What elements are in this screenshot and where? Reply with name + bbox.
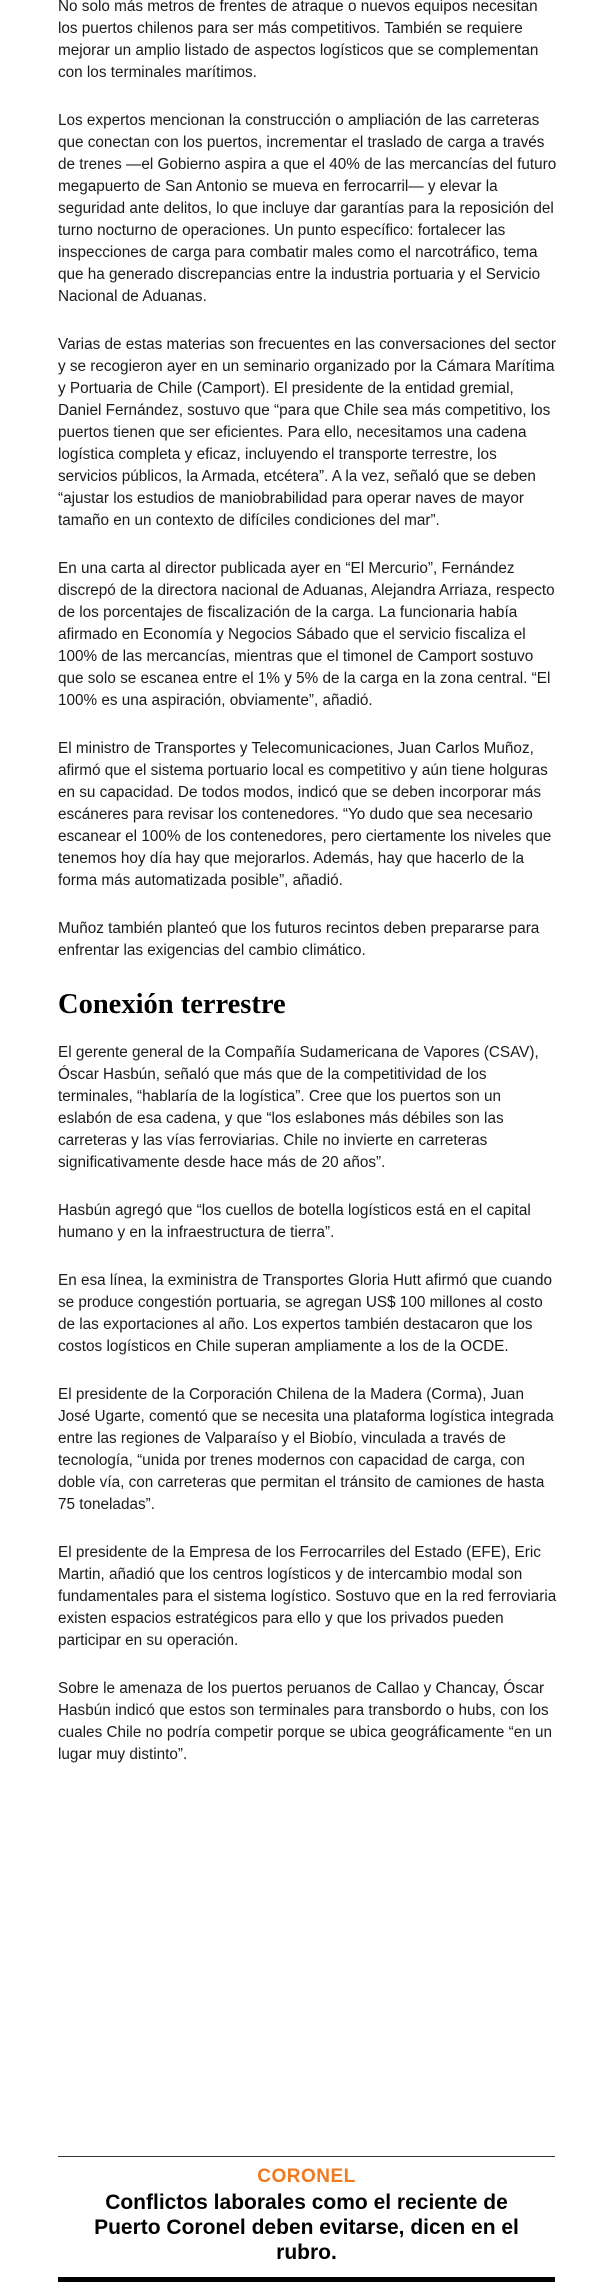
article-paragraph: El presidente de la Empresa de los Ferrocarriles del Estado (EFE), Eric Martin, añadió que los centros logísticos y de intercambio modal son fundamentales para el sistema logístico. Sostuvo que en la red ferroviaria existen espacios estratégicos para ello y que los privados pueden participar en su operación. (58, 1544, 557, 1649)
article-paragraph: Los expertos mencionan la construcción o ampliación de las carreteras que conectan con los puertos, incrementar el traslado de carga a través de trenes —el Gobierno aspira a que el 40% de las mercancías del futuro megapuerto de San Antonio se mueva en ferrocarril— y elevar la seguridad ante delitos, lo que incluye dar garantías para la reposición del turno nocturno de operaciones. Un punto específico: fortalecer las inspecciones de carga para combatir males como el narcotráfico, tema que ha generado discrepancias entre la industria portuaria y el Servicio Nacional de Aduanas. (58, 112, 557, 305)
article-paragraph: El ministro de Transportes y Telecomunicaciones, Juan Carlos Muñoz, afirmó que el sistema portuario local es competitivo y aún tiene holguras en su capacidad. De todos modos, indicó que se deben incorporar más escáneres para revisar los contenedores. “Yo dudo que sea necesario escanear el 100% de los contenedores, pero ciertamente los niveles que tenemos hoy día hay que mejorarlos. Además, hay que hacerlo de la forma más automatizada posible”, añadió. (58, 740, 552, 889)
article-paragraph: El gerente general de la Compañía Sudamericana de Vapores (CSAV), Óscar Hasbún, señaló que más que de la competitividad de los terminales, “hablaría de la logística”. Cree que los puertos son un eslabón de esa cadena, y que “los eslabones más débiles son las carreteras y las vías ferroviarias. Chile no invierte en carreteras significativamente desde hace más de 20 años”. (58, 1044, 539, 1171)
article-paragraph: En esa línea, la exministra de Transportes Gloria Hutt afirmó que cuando se produce congestión portuaria, se agregan US$ 100 millones al costo de las exportaciones al año. Los expertos también destacaron que los costos logísticos en Chile superan ampliamente a los de la OCDE. (58, 1272, 553, 1355)
highlight-box (58, 2156, 555, 2282)
article-paragraph: Sobre le amenaza de los puertos peruanos de Callao y Chancay, Óscar Hasbún indicó que estos son terminales para transbordo o hubs, con los cuales Chile no podría competir porque se ubica geográficamente “en un lugar muy distinto”. (58, 1680, 553, 1763)
callout-kicker: CORONEL (257, 2166, 356, 2187)
article-paragraph: Muñoz también planteó que los futuros recintos deben prepararse para enfrentar las exigencias del cambio climático. (58, 920, 540, 959)
article-body (58, 0, 558, 1792)
article-paragraph: Hasbún agregó que “los cuellos de botella logísticos está en el capital humano y en la infraestructura de tierra”. (58, 1202, 531, 1241)
article-paragraph: Varias de estas materias son frecuentes en las conversaciones del sector y se recogieron ayer en un seminario organizado por la Cámara Marítima y Portuaria de Chile (Camport). El presidente de la entidad gremial, Daniel Fernández, sostuvo que “para que Chile sea más competitivo, los puertos tienen que ser eficientes. Para ello, necesitamos una cadena logística completa y eficaz, incluyendo el transporte terrestre, los servicios públicos, la Armada, etcétera”. A la vez, señaló que se deben “ajustar los estudios de maniobrabilidad para operar naves de mayor tamaño en un contexto de difíciles condiciones del mar”. (58, 336, 556, 529)
callout-title: Conflictos laborales como el reciente de Puerto Coronel deben evitarse, dicen en el rubro. (94, 2191, 519, 2264)
article-paragraph: No solo más metros de frentes de atraque o nuevos equipos necesitan los puertos chilenos para ser más competitivos. También se requiere mejorar un amplio listado de aspectos logísticos que se complementan con los terminales marítimos. (58, 0, 539, 81)
article-paragraph: En una carta al director publicada ayer en “El Mercurio”, Fernández discrepó de la directora nacional de Aduanas, Alejandra Arriaza, respecto de los porcentajes de fiscalización de la carga. La funcionaria había afirmado en Economía y Negocios Sábado que el servicio fiscaliza el 100% de las mercancías, mientras que el timonel de Camport sostuvo que solo se escanea entre el 1% y 5% de la carga en la zona central. “El 100% es una aspiración, obviamente”, añadió. (58, 560, 555, 709)
article-paragraph: El presidente de la Corporación Chilena de la Madera (Corma), Juan José Ugarte, comentó que se necesita una plataforma logística integrada entre las regiones de Valparaíso y el Biobío, vinculada a través de tecnología, “unida por trenes modernos con capacidad de carga, con doble vía, con carreteras que permitan el tránsito de camiones de hasta 75 toneladas”. (58, 1386, 554, 1513)
section-subheading: Conexión terrestre (58, 989, 286, 1020)
